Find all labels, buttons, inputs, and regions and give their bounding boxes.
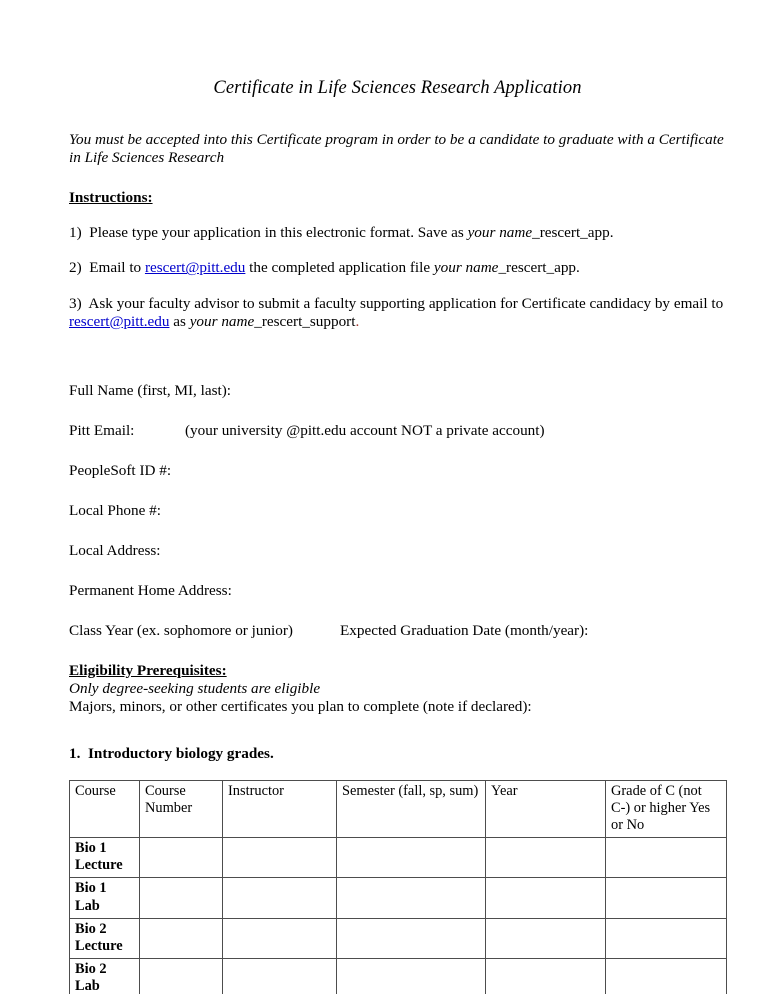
spacer [69,331,726,360]
section-one-space [80,745,88,762]
field-permanent-home-address: Permanent Home Address: [69,581,232,599]
spacer [69,716,726,745]
field-pitt-email-hint: (your university @pitt.edu account NOT a private account) [185,422,545,440]
column-header-course-number: Course Number [140,780,223,837]
spacer [69,100,726,131]
spacer [69,480,726,502]
spacer [69,278,726,295]
page-title: Certificate in Life Sciences Research Application [213,78,582,98]
step-1-text-after: _rescert_app. [532,224,614,242]
section-one-number: 1. [69,744,81,762]
step-1-body: Please type your application in this electronic format. Save as [89,224,468,242]
spacer [69,360,726,382]
table-row [70,878,727,918]
section-one-title: Introductory biology grades. [87,744,274,762]
column-header-course: Course [70,780,140,837]
column-header-grade: Grade of C (not C-) or higher Yes or No [606,780,727,837]
field-pitt-email-label: Pitt Email: [69,422,135,440]
step-1-number: 1) [69,224,82,242]
field-pitt-email [69,422,726,440]
spacer [69,242,726,259]
instruction-step-1 [69,224,726,242]
step-3-text-mid: as [169,312,190,330]
email-link-rescert-support[interactable]: rescert@pitt.edu [69,312,170,330]
section-one-heading [69,745,726,763]
column-header-year: Year [486,780,606,837]
cell-year[interactable] [486,878,606,918]
row-label-bio-1-lab: Bio 1 Lab [70,878,140,918]
spacer [69,763,726,780]
row-label-bio-2-lecture: Bio 2 Lecture [70,918,140,958]
spacer [69,167,726,189]
cell-semester[interactable] [337,918,486,958]
field-class-year: Class Year (ex. sophomore or junior) [69,621,293,639]
spacer [69,520,726,542]
instruction-step-2 [69,259,726,277]
document-content [69,78,726,994]
table-row [70,959,727,994]
step-2-number: 2) [69,259,82,277]
step-3-trailing-period: . [355,312,360,330]
step-1-italic: your name [467,224,533,242]
spacer [69,640,726,662]
step-3-italic: your name [189,312,255,330]
instructions-heading: Instructions: [69,189,153,207]
cell-grade[interactable] [606,878,727,918]
cell-semester[interactable] [337,959,486,994]
cell-semester[interactable] [337,838,486,878]
row-label-bio-2-lab: Bio 2 Lab [70,959,140,994]
step-3-text-before: Ask your faculty advisor to submit a faculty supporting application for Certificate candidacy by email to [88,294,724,312]
eligibility-italic-note: Only degree-seeking students are eligible [69,679,321,697]
cell-course-number[interactable] [140,878,223,918]
cell-grade[interactable] [606,959,727,994]
row-label-bio-1-lecture: Bio 1 Lecture [70,838,140,878]
table-header-row [70,780,727,837]
table-row [70,838,727,878]
field-expected-graduation: Expected Graduation Date (month/year): [340,621,589,639]
spacer [69,560,726,582]
cell-course-number[interactable] [140,838,223,878]
column-header-instructor: Instructor [223,780,337,837]
cell-year[interactable] [486,838,606,878]
cell-instructor[interactable] [223,838,337,878]
instructions-heading-wrap [69,189,726,207]
eligibility-heading: Eligibility Prerequisites: [69,661,227,679]
step-3-number: 3) [69,294,82,312]
lead-note: You must be accepted into this Certificate program in order to be a candidate to graduate with a Certificate in Life Sciences Research [69,130,724,167]
spacer [69,600,726,622]
intro-biology-grades-table [69,780,727,994]
spacer [69,440,726,462]
spacer [69,207,726,224]
field-local-address: Local Address: [69,541,161,559]
field-peoplesoft-id: PeopleSoft ID #: [69,462,172,480]
column-header-semester: Semester (fall, sp, sum) [337,780,486,837]
step-2-text-after: _rescert_app. [498,259,580,277]
instruction-step-3 [69,295,726,331]
cell-course-number[interactable] [140,959,223,994]
field-class-year-row [69,622,726,640]
eligibility-heading-wrap [69,662,726,680]
cell-grade[interactable] [606,838,727,878]
step-2-text-mid: the completed application file [245,259,434,277]
cell-instructor[interactable] [223,878,337,918]
cell-year[interactable] [486,918,606,958]
cell-course-number[interactable] [140,918,223,958]
field-full-name: Full Name (first, MI, last): [69,382,231,400]
step-2-italic: your name [433,259,499,277]
table-row [70,918,727,958]
field-local-phone: Local Phone #: [69,501,161,519]
cell-grade[interactable] [606,918,727,958]
step-3-text-after: _rescert_support [254,312,356,330]
cell-year[interactable] [486,959,606,994]
step-2-text-before: Email to [89,259,145,277]
email-link-rescert[interactable]: rescert@pitt.edu [144,259,246,277]
spacer [69,400,726,422]
cell-instructor[interactable] [223,918,337,958]
eligibility-majors-line: Majors, minors, or other certificates you plan to complete (note if declared): [69,697,532,715]
cell-semester[interactable] [337,878,486,918]
cell-instructor[interactable] [223,959,337,994]
